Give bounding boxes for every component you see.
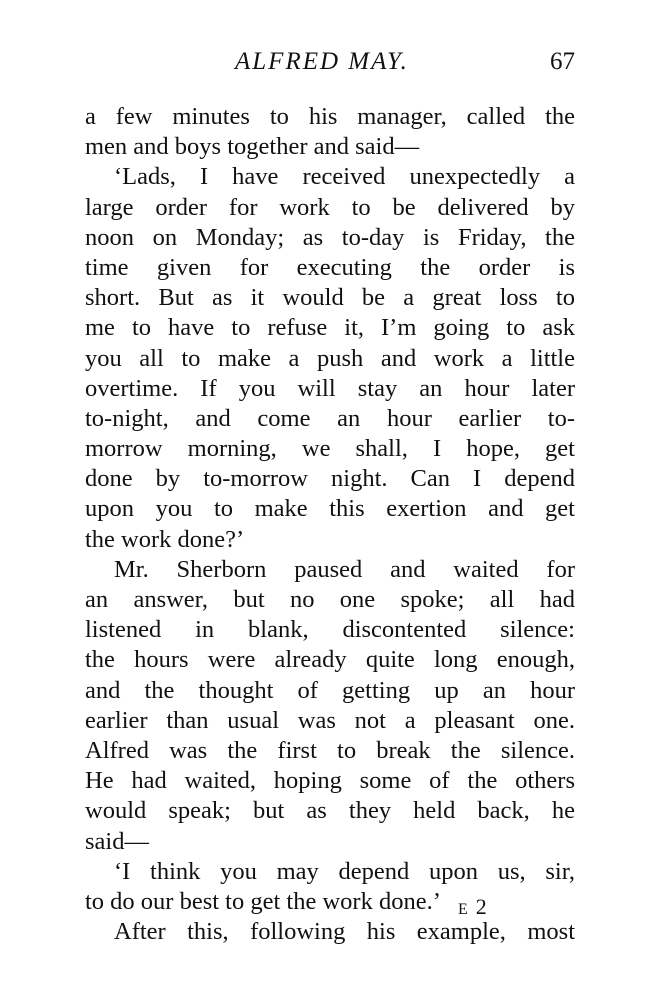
text-line: to do our best to get the work done.’ [85,887,441,915]
text-line: ‘I think you may depend upon us, sir, [114,857,575,885]
text-line: short. But as it would be a great loss to [85,284,575,312]
text-line: earlier than usual was not a pleasant one. [85,706,575,734]
text-line: upon you to make this exertion and get [85,495,575,523]
text-line: and the thought of getting up an hour [85,676,575,704]
text-line: overtime. If you will stay an hour later [85,374,575,402]
text-line: After this, following his example, most [114,918,575,946]
text-line: done by to-morrow night. Can I depend [85,465,575,493]
text-line: the hours were already quite long enough, [85,646,575,674]
text-line: said— [85,827,149,855]
text-line: listened in blank, discontented silence: [85,616,575,644]
text-line: a few minutes to his manager, called the [85,103,575,130]
text-line: me to have to refuse it, I’m going to ask [85,314,575,342]
signature-mark [458,894,490,920]
signature-number: 2 [475,894,490,919]
text-line: noon on Monday; as to-day is Friday, the [85,223,575,251]
text-line: He had waited, hoping some of the others [85,767,575,795]
signature-letter: E [458,901,468,918]
text-line: you all to make a push and work a little [85,344,575,372]
text-line: Alfred was the first to break the silence. [85,736,575,764]
text-line: to-night, and come an hour earlier to- [85,404,575,432]
text-line: ‘Lads, I have received unexpectedly a [114,163,575,191]
text-line: morrow morning, we shall, I hope, get [85,435,575,463]
text-line: time given for executing the order is [85,253,575,281]
page-number: 67 [550,48,575,75]
text-line: an answer, but no one spoke; all had [85,586,575,613]
text-line: Mr. Sherborn paused and waited for [114,555,575,583]
body-text [85,102,575,947]
running-head [85,44,575,78]
text-line: large order for work to be delivered by [85,193,575,221]
text-line: would speak; but as they held back, he [85,797,575,825]
running-title: ALFRED MAY. [235,48,409,75]
text-line: the work done?’ [85,525,245,553]
text-line: men and boys together and said— [85,133,420,161]
